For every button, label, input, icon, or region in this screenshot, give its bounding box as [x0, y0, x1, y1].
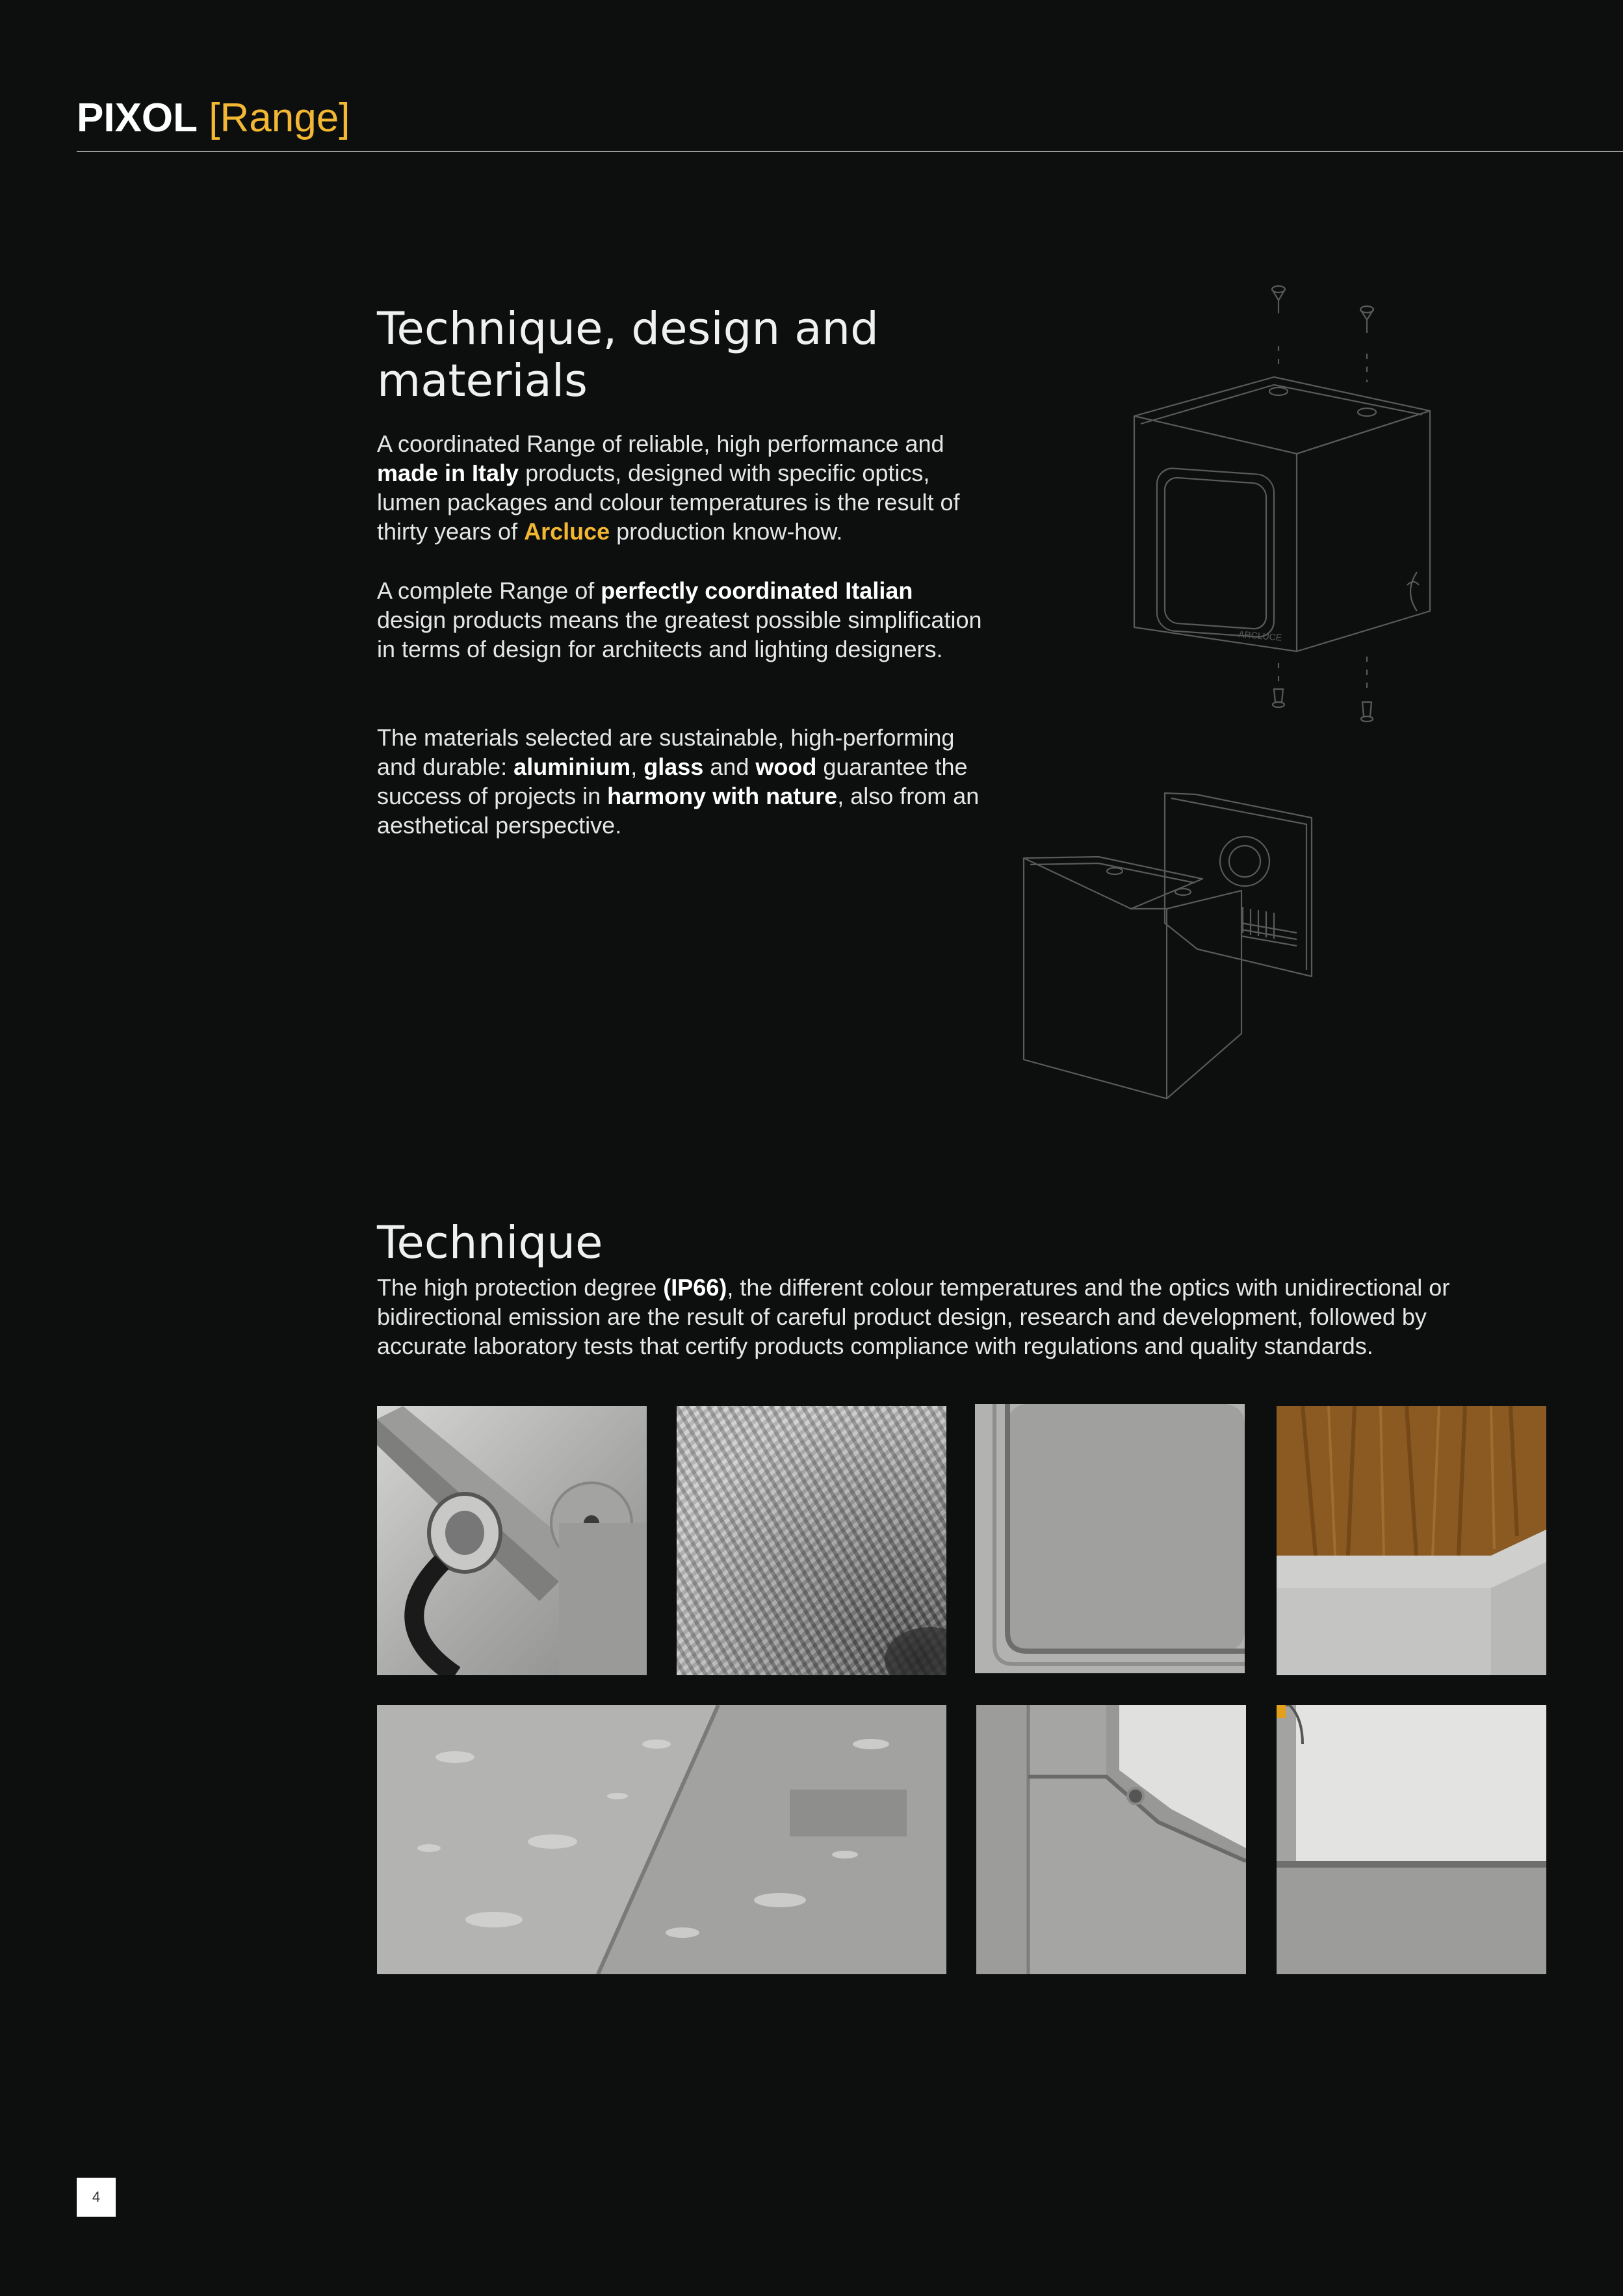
- section-title-line: materials: [377, 355, 588, 407]
- text-run: The materials selected are sustainable, high-performing and durable:: [377, 724, 955, 780]
- photo-lens-frame: [1277, 1705, 1546, 1974]
- photo-cable-gland: [377, 1406, 647, 1675]
- range-label: [Range]: [209, 96, 350, 140]
- text-run: guarantee the success of projects in: [377, 753, 968, 809]
- illustration-logo: ARCLUCE: [1238, 629, 1282, 643]
- photo-water-droplets: [377, 1705, 946, 1974]
- photo-reflector-optic: [677, 1406, 946, 1675]
- screw-icon: [1272, 286, 1285, 313]
- text-run: products, designed with specific optics, lumen packages and colour temperatures is the result of thirty years of: [377, 460, 960, 545]
- brand-highlight: Arcluce: [524, 518, 610, 545]
- screw-icon: [1360, 306, 1373, 333]
- text-run: A coordinated Range of reliable, high performance and: [377, 430, 944, 457]
- page-number: 4: [77, 2178, 116, 2217]
- bold-run: harmony with nature: [607, 783, 838, 809]
- screw-icon: [1274, 689, 1283, 702]
- product-exploded-illustration: [1001, 273, 1495, 1112]
- text-run: design products means the greatest possible simplification in terms of design for architects and lighting designers.: [377, 607, 982, 662]
- photo-housing-corner: [975, 1404, 1245, 1673]
- photo-wood-detail: [1277, 1406, 1546, 1675]
- header-divider: [77, 151, 1623, 152]
- paragraph-materials: [377, 723, 988, 840]
- bold-run: aluminium: [513, 753, 631, 780]
- photo-screw-detail: [976, 1705, 1246, 1974]
- bold-run: (IP66): [663, 1274, 727, 1301]
- section-title-technique: Technique: [377, 1217, 603, 1269]
- paragraph-design: [377, 576, 988, 664]
- fixture-cube-outline: [1134, 377, 1430, 651]
- text-run: ,: [630, 753, 644, 780]
- text-run: A complete Range of: [377, 577, 601, 604]
- paragraph-technique: [377, 1273, 1521, 1361]
- text-run: The high protection degree: [377, 1274, 664, 1301]
- bold-run: wood: [755, 753, 817, 780]
- text-run: and: [703, 753, 756, 780]
- screw-icon: [1362, 702, 1371, 716]
- section-title-line: Technique, design and: [377, 303, 879, 355]
- bold-run: perfectly coordinated Italian: [601, 577, 913, 604]
- paragraph-intro: [377, 429, 988, 546]
- page-header-title: [77, 92, 350, 144]
- fixture-cube-outline: [1024, 857, 1241, 1099]
- bold-run: made in Italy: [377, 460, 519, 486]
- text-run: production know-how.: [610, 518, 843, 545]
- section-title-technique-design-materials: [377, 303, 962, 407]
- text-run: , the different colour temperatures and the optics with unidirectional or bidirectional emission are the result of careful product design, research and development, followed by accurate laboratory tests that certify products compliance with regulations and quality standards.: [377, 1274, 1450, 1359]
- text-run: , also from an aesthetical perspective.: [377, 783, 980, 839]
- bold-run: glass: [643, 753, 704, 780]
- brand-name: PIXOL: [77, 96, 198, 140]
